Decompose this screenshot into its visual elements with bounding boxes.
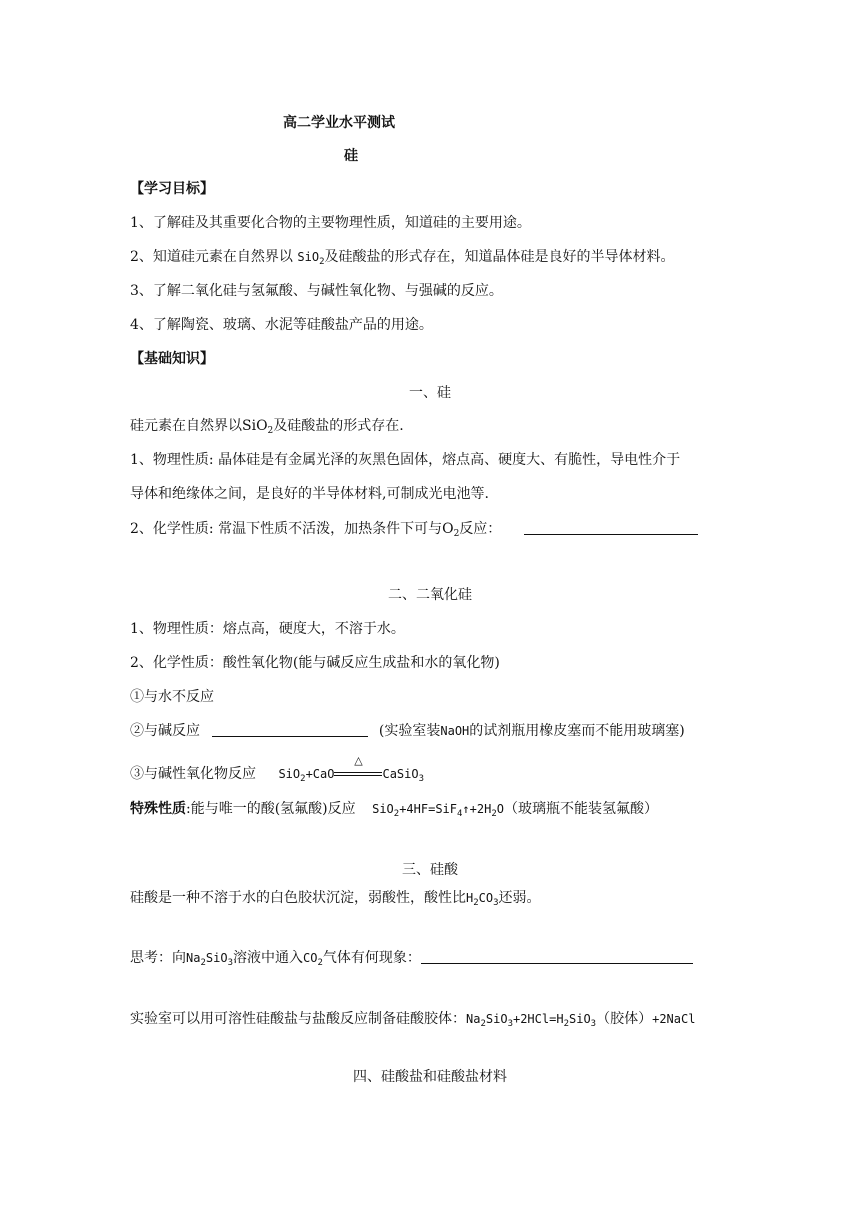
section-1-phys-line-1: 1、物理性质: 晶体硅是有金属光泽的灰黑色固体，熔点高、硬度大、有脆性，导电性介于 (130, 452, 681, 468)
page-subtitle: 硅 (344, 148, 358, 164)
section-2-reaction-1: ①与水不反应 (130, 689, 214, 705)
basics-heading: 【基础知识】 (130, 351, 214, 367)
section-3-think: 思考：向$Na_2SiO_3$溶液中通入$CO_2$气体有何现象： (130, 948, 693, 968)
section-3-title: 三、硅酸 (402, 862, 458, 878)
section-2-title: 二、二氧化硅 (388, 587, 472, 603)
equation-silicic-acid: $Na_2SiO_3+2HCl=H_2SiO_3$ (466, 1012, 597, 1029)
goal-item-2-rest: 及硅酸盐的形式存在，知道晶体硅是良好的半导体材料。 (324, 249, 675, 265)
equation-sio2-cao: SiO$_2$+CaO (278, 767, 335, 784)
double-line-icon (334, 772, 382, 776)
formula-casio3: CaSiO$_3$ (382, 767, 425, 784)
section-4-title: 四、硅酸盐和硅酸盐材料 (353, 1069, 507, 1085)
section-2-phys: 1、物理性质：熔点高，硬度大，不溶于水。 (130, 621, 405, 637)
formula-sio2: SiO$_2$ (242, 418, 274, 436)
section-3-desc: 硅酸是一种不溶于水的白色胶状沉淀，弱酸性，酸性比$H_2CO_3$还弱。 (130, 890, 541, 908)
goal-item-1: 1、了解硅及其重要化合物的主要物理性质，知道硅的主要用途。 (130, 215, 531, 231)
section-2-reaction-3: ③与碱性氧化物反应 SiO$_2$+CaO △ CaSiO$_3$ (130, 764, 424, 784)
answer-blank-1[interactable] (524, 520, 698, 535)
goal-item-2 (130, 247, 674, 267)
answer-blank-3[interactable] (421, 949, 693, 964)
section-2-reaction-2: ②与碱反应 (实验室装NaOH的试剂瓶用橡皮塞而不能用玻璃塞) (130, 723, 685, 739)
section-1-title: 一、硅 (409, 385, 451, 401)
formula-sio2: SiO$_2$ (297, 250, 325, 267)
special-label: 特殊性质 (130, 801, 186, 817)
goal-item-3: 3、了解二氧化硅与氢氟酸、与碱性氧化物、与强碱的反应。 (130, 283, 503, 299)
goal-item-2-text: 2、知道硅元素在自然界以 (130, 249, 293, 265)
formula-co2: $CO_2$ (302, 951, 323, 968)
page-title: 高二学业水平测试 (283, 115, 395, 131)
goals-heading: 【学习目标】 (130, 181, 214, 197)
section-2-special: 特殊性质:能与唯一的酸(氢氟酸)反应 $SiO_2+4HF=SiF_4↑+2H_2O$（玻璃瓶不能装氢氟酸） (130, 801, 658, 819)
heat-condition-sign (334, 754, 382, 784)
answer-blank-2[interactable] (212, 722, 368, 737)
section-3-prep: 实验室可以用可溶性硅酸盐与盐酸反应制备硅酸胶体：$Na_2SiO_3+2HCl=H_2SiO_3$（胶体）+2NaCl (130, 1011, 696, 1029)
section-2-chem: 2、化学性质：酸性氧化物(能与碱反应生成盐和水的氧化物) (130, 655, 500, 671)
goal-item-4: 4、了解陶瓷、玻璃、水泥等硅酸盐产品的用途。 (130, 317, 433, 333)
formula-na2sio3: $Na_2SiO_3$ (186, 951, 233, 968)
formula-o2: $O_2$ (442, 521, 460, 539)
section-1-phys-line-2: 导体和绝缘体之间，是良好的半导体材料,可制成光电池等. (130, 486, 489, 502)
section-1-chem: 2、化学性质: 常温下性质不活泼，加热条件下可与$O_2$反应： (130, 519, 698, 539)
equation-hf: $SiO_2+4HF=SiF_4↑+2H_2O$ (372, 802, 504, 819)
section-1-intro: 硅元素在自然界以SiO$_2$及硅酸盐的形式存在. (130, 418, 404, 436)
heat-triangle-icon: △ (354, 754, 363, 767)
formula-h2co3: $H_2CO_3$ (466, 891, 499, 908)
